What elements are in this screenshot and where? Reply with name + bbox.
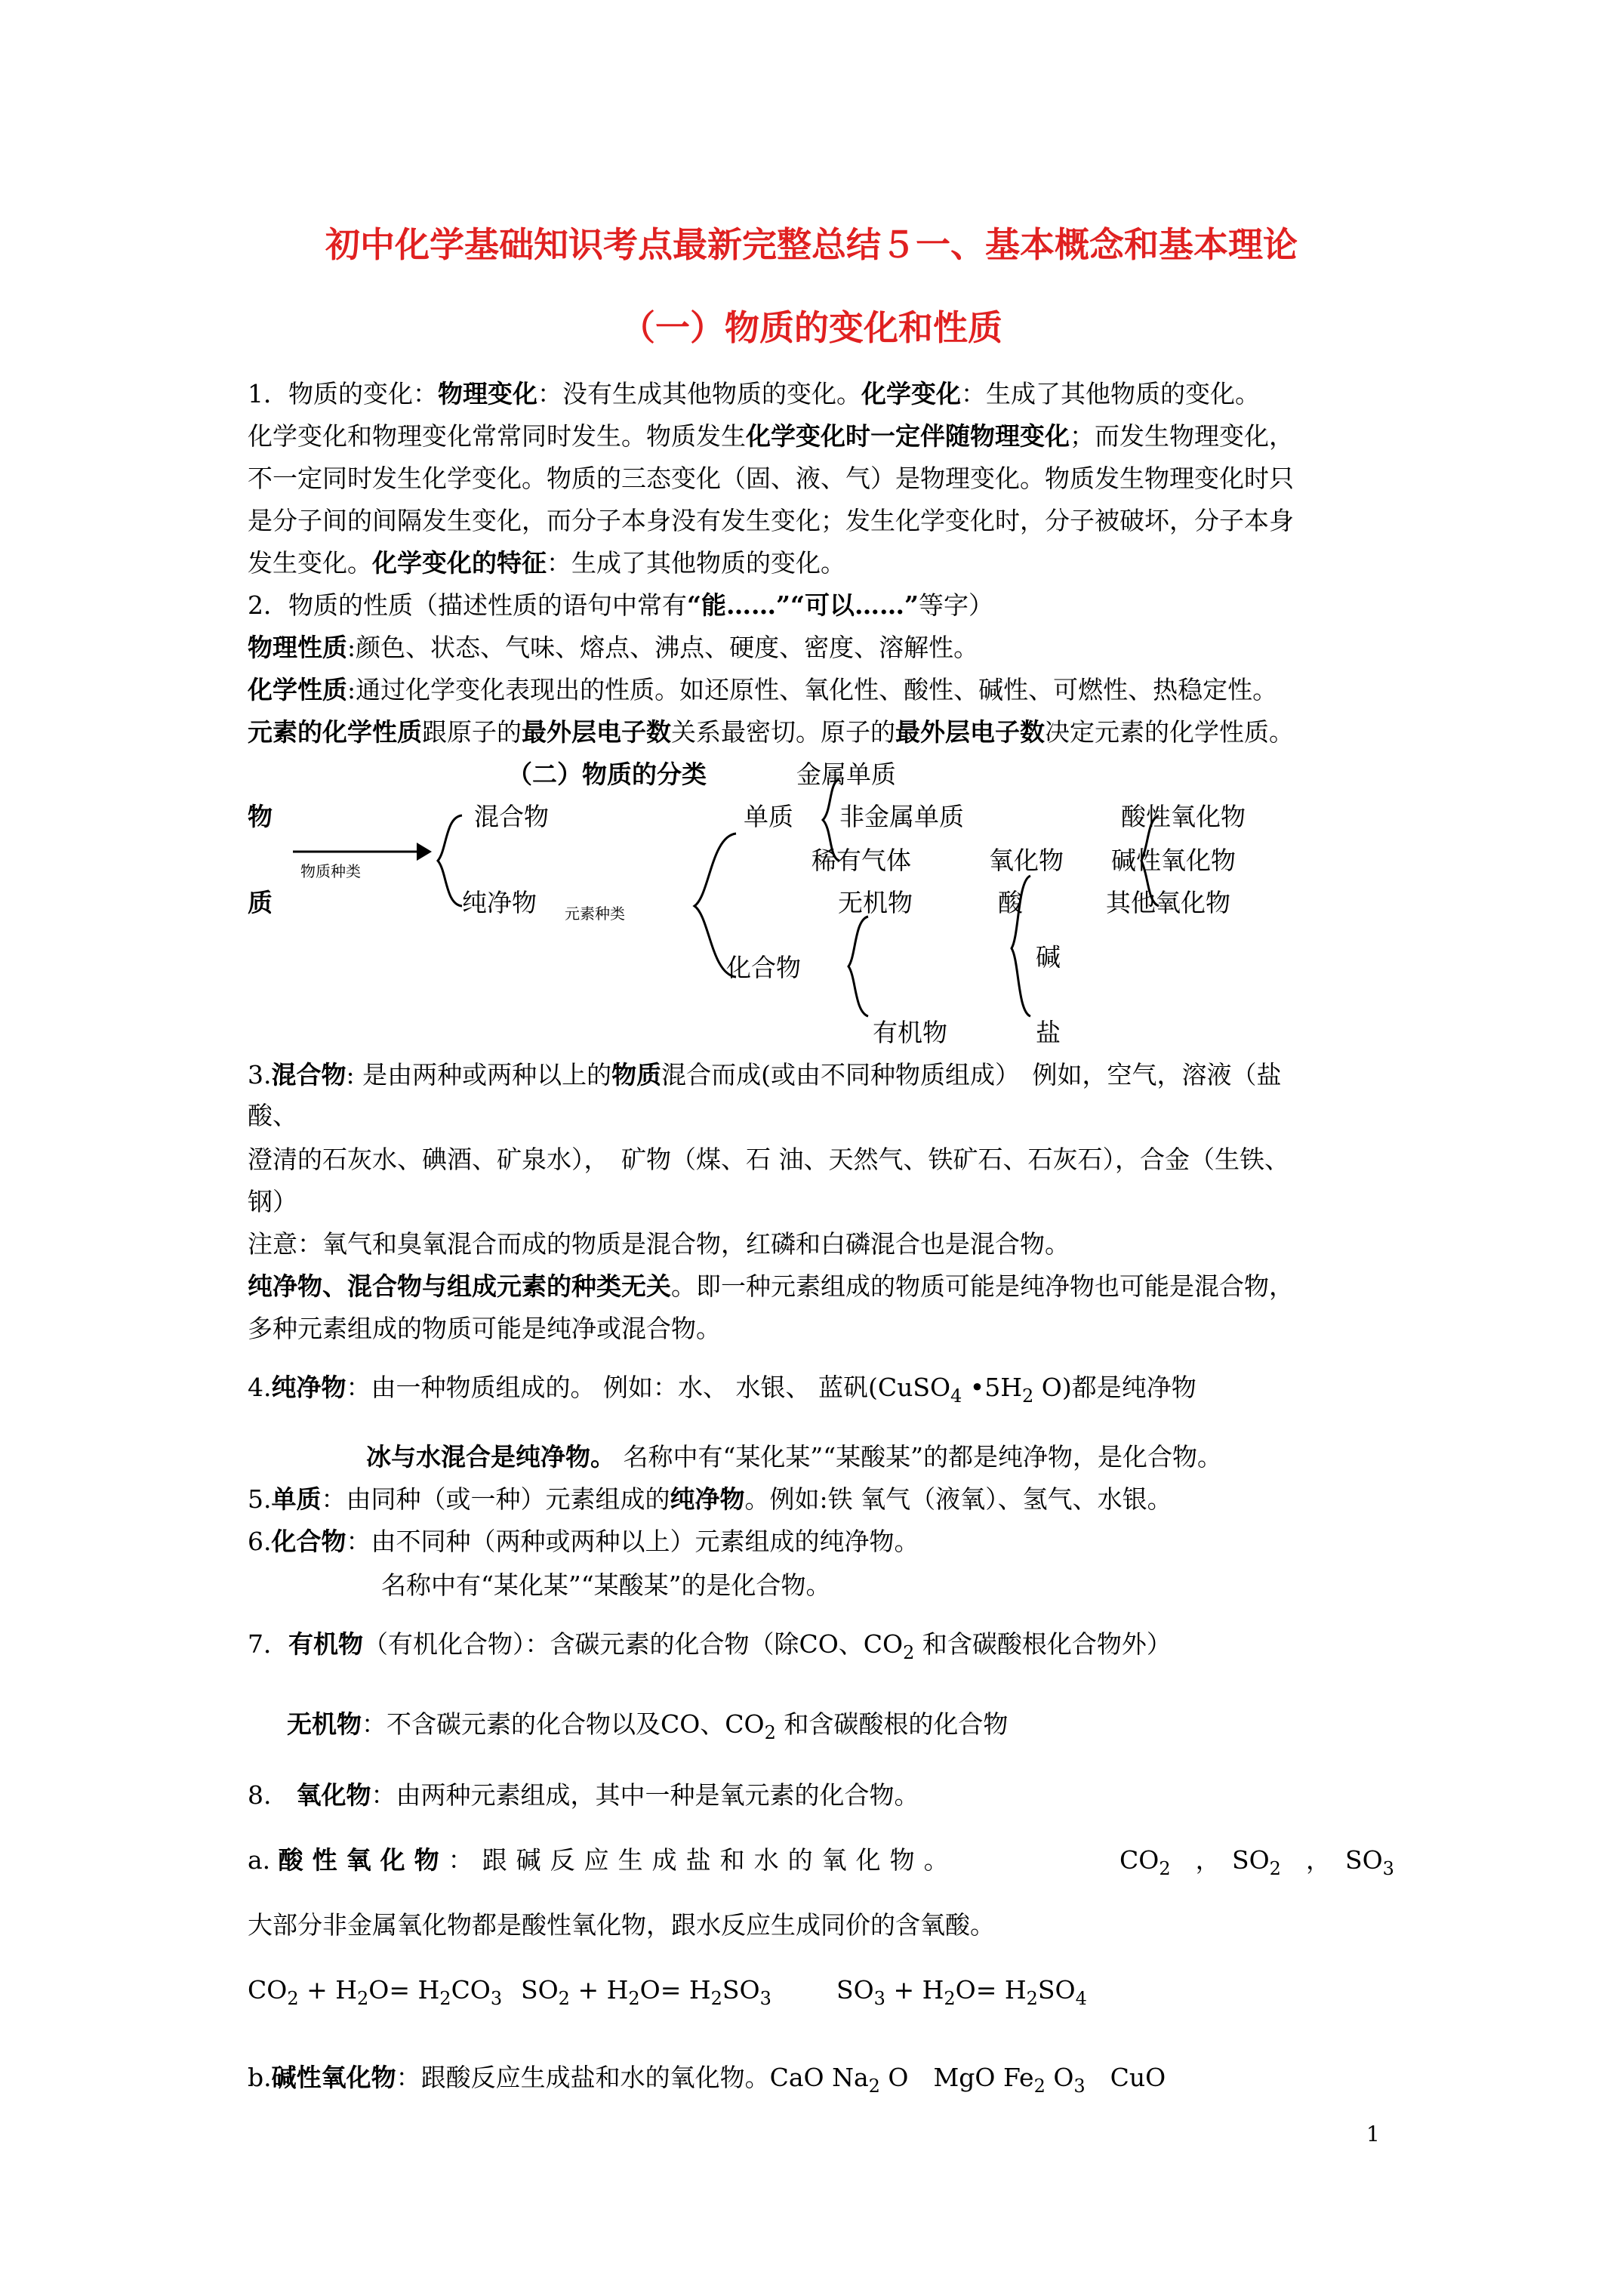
text: 8. [248, 1780, 297, 1810]
text: ：由同种（或一种）元素组成的 [321, 1484, 670, 1514]
term-basic-oxide: 碱性氧化物 [271, 2063, 396, 2092]
para4-line2 [366, 1442, 1222, 1472]
para7-line1 [248, 1629, 1172, 1663]
node-pure: 纯净物 [462, 888, 537, 917]
para3-line2: 酸、 [248, 1101, 297, 1130]
text: CO [451, 1975, 491, 2005]
document-title: 初中化学基础知识考点最新完整总结５一、基本概念和基本理论 [325, 224, 1298, 265]
emphasis: 物质 [611, 1060, 662, 1089]
para8-basic-oxide-line: b.碱性氧化物：跟酸反应生成盐和水的氧化物。CaO $Na_2$ O MgO $Fe_2$ $O_3$ CuO [248, 2063, 1166, 2097]
para1-line2 [248, 421, 1294, 451]
text: CuO [1085, 2063, 1166, 2092]
formula-so3: $SO_3$ [1345, 1845, 1394, 1879]
node-acidic-oxide: 酸性氧化物 [1121, 802, 1246, 831]
term-chemical-change: 化学变化 [861, 379, 961, 408]
node-organic: 有机物 [873, 1018, 947, 1047]
text: 等字） [918, 590, 993, 620]
para2-line2 [248, 633, 978, 663]
text: a. [248, 1845, 279, 1875]
para1-line3: 不一定同时发生化学变化。物质的三态变化（固、液、气）是物理变化。物质发生物理变化时只 [248, 464, 1294, 493]
text: CO [1119, 1845, 1160, 1875]
term-inorganic: 无机物 [287, 1709, 362, 1739]
term-oxide: 氧化物 [296, 1780, 371, 1810]
term-compound: 化合物 [271, 1527, 346, 1556]
text: （有机化合物）：含碳元素的化合物（除CO、CO [363, 1629, 904, 1659]
node-simple-substance: 单质 [744, 802, 793, 831]
text: 决定元素的化学性质。 [1045, 717, 1294, 747]
para1-line5 [248, 548, 845, 578]
text: 发生变化。 [248, 548, 372, 578]
para3-line7: 多种元素组成的物质可能是纯净或混合物。 [248, 1314, 721, 1343]
text: SO [1037, 1975, 1076, 2005]
text: 名称中有“某化某”“某酸某”的都是纯净物，是化合物。 [615, 1442, 1222, 1472]
text: ：没有生成其他物质的变化。 [537, 379, 861, 408]
text: + H [569, 1975, 629, 2005]
para5-line1 [248, 1484, 1172, 1515]
emphasis: “能……”“可以……” [687, 590, 919, 620]
text: + H [298, 1975, 358, 2005]
text: O= H [639, 1975, 711, 2005]
node-zhi: 质 [248, 888, 273, 917]
node-other-oxide: 其他氧化物 [1106, 888, 1230, 917]
emphasis: 纯净物 [670, 1484, 745, 1514]
para3-line4: 钢） [248, 1187, 297, 1216]
equation-so3-water: $SO_3 + H_2O= H_2SO_4$ [836, 1975, 1087, 2009]
text: :颜色、状态、气味、熔点、沸点、硬度、密度、溶解性。 [347, 633, 979, 662]
para8-acidic-oxide-line [248, 1845, 958, 1875]
arrow-head [417, 843, 432, 861]
text: 和含碳酸根化合物外） [914, 1629, 1172, 1659]
label-by-element-kind: 元素种类 [565, 905, 625, 923]
text: 5. [248, 1484, 272, 1514]
emphasis: 元素的化学性质 [248, 717, 422, 747]
text: 7． [248, 1629, 288, 1659]
para3-line1 [248, 1060, 1281, 1090]
formula-so2: $SO_2$ ， [1232, 1845, 1331, 1879]
text: ：生成了其他物质的变化。 [961, 379, 1260, 408]
node-noble-gas: 稀有气体 [812, 846, 911, 875]
para1-line4: 是分子间的间隔发生变化，而分子本身没有发生变化；发生化学变化时，分子被破坏，分子本身 [248, 506, 1294, 535]
text: b. [248, 2063, 272, 2092]
text: 关系最密切。原子的 [671, 717, 895, 747]
node-salt: 盐 [1036, 1018, 1061, 1047]
para2-line3 [248, 675, 1277, 705]
subscript: 4 [950, 1385, 962, 1407]
text: ：不含碳元素的化合物以及CO、CO [362, 1709, 765, 1739]
text: ：由两种元素组成，其中一种是氧元素的化合物。 [371, 1780, 919, 1810]
node-inorganic: 无机物 [838, 888, 913, 917]
formula-co2: $CO_2$ ， [1119, 1845, 1221, 1879]
text: 2．物质的性质（描述性质的语句中常有 [248, 590, 687, 620]
emphasis: 最外层电子数 [522, 717, 671, 747]
text: 跟原子的 [422, 717, 522, 747]
emphasis: 纯净物、混合物与组成元素的种类无关 [248, 1271, 671, 1301]
text: ：跟碱反应生成盐和水的氧化物。 [448, 1845, 958, 1875]
para8-line3: 大部分非金属氧化物都是酸性氧化物，跟水反应生成同价的含氧酸。 [248, 1910, 995, 1940]
text: O= H [955, 1975, 1027, 2005]
text: O= H [368, 1975, 440, 2005]
section-heading-1: （一）物质的变化和性质 [621, 307, 1002, 348]
node-oxide: 氧化物 [989, 846, 1064, 875]
text: 。例如:铁 氧气（液氧）、氢气、水银。 [744, 1484, 1172, 1514]
term-mixture: 混合物 [271, 1060, 346, 1089]
para3-line3: 澄清的石灰水、碘酒、矿泉水）， 矿物（煤、石 油、天然气、铁矿石、石灰石），合金（生铁、 [248, 1145, 1289, 1174]
para8-line1 [248, 1780, 919, 1811]
term-physical-change: 物理变化 [438, 379, 537, 408]
text: CO [248, 1975, 288, 2005]
subscript: 2 [764, 1722, 776, 1743]
term-organic: 有机物 [288, 1629, 363, 1659]
subscript: 2 [1022, 1385, 1034, 1407]
text: SO [1232, 1845, 1270, 1875]
text: SO [836, 1975, 874, 2005]
para3-line5: 注意：氧气和臭氧混合而成的物质是混合物，红磷和白磷混合也是混合物。 [248, 1229, 1070, 1259]
para6-line2: 名称中有“某化某”“某酸某”的是化合物。 [381, 1570, 831, 1600]
text: 混合而成(或由不同种物质组成） 例如，空气，溶液（盐 [661, 1060, 1282, 1089]
node-acid: 酸 [998, 888, 1023, 917]
brace-inorganic-organic [848, 917, 868, 1016]
equation-co2-water: $CO_2 + H_2O= H_2CO_3$ [248, 1975, 503, 2009]
text: 6. [248, 1527, 272, 1556]
term-acidic-oxide: 酸性氧化物 [278, 1845, 448, 1875]
term-pure-substance: 纯净物 [271, 1373, 346, 1402]
classification-heading: （二）物质的分类 [507, 760, 707, 789]
text: 化学变化和物理变化常常同时发生。物质发生 [248, 421, 746, 451]
text: ：由不同种（两种或两种以上）元素组成的纯净物。 [346, 1527, 919, 1556]
emphasis: 化学变化的特征 [372, 548, 547, 578]
para3-line6 [248, 1271, 1294, 1302]
page-number: 1 [1366, 2122, 1380, 2147]
emphasis: 冰与水混合是纯净物。 [366, 1442, 615, 1472]
text: SO [521, 1975, 559, 2005]
text: ：跟酸反应生成盐和水的氧化物。CaO Na [396, 2063, 869, 2092]
para6-line1 [248, 1527, 919, 1557]
text: ：生成了其他物质的变化。 [547, 548, 845, 578]
text: SO [1345, 1845, 1383, 1875]
para1-line1 [248, 379, 1260, 409]
text: 。即一种元素组成的物质可能是纯净物也可能是混合物， [671, 1271, 1294, 1301]
text: O)都是纯净物 [1033, 1373, 1196, 1402]
text: 3. [248, 1060, 272, 1089]
text: 和含碳酸根的化合物 [775, 1709, 1009, 1739]
emphasis: 最外层电子数 [895, 717, 1045, 747]
subscript: 2 [903, 1642, 915, 1663]
brace-mixture-pure [438, 815, 462, 906]
node-mixture: 混合物 [474, 802, 549, 831]
node-compound: 化合物 [726, 953, 801, 982]
term-simple-substance: 单质 [271, 1484, 322, 1514]
text: + H [885, 1975, 944, 2005]
text: 1．物质的变化： [248, 379, 438, 408]
text: :通过化学变化表现出的性质。如还原性、氧化性、酸性、碱性、可燃性、热稳定性。 [347, 675, 1278, 704]
para4-line1 [248, 1373, 1196, 1407]
text: : 是由两种或两种以上的 [346, 1060, 612, 1089]
label-by-substance-kind: 物质种类 [300, 862, 361, 880]
para7-line2 [287, 1709, 1009, 1743]
term-physical-property: 物理性质 [248, 633, 347, 662]
para2-line4 [248, 717, 1294, 747]
emphasis: 化学变化时一定伴随物理变化 [746, 421, 1070, 451]
para2-line1 [248, 590, 993, 621]
text: O [1045, 2063, 1074, 2092]
text: 4. [248, 1373, 272, 1402]
text: O MgO Fe [879, 2063, 1034, 2092]
text: ；而发生物理变化， [1070, 421, 1294, 451]
text: •5H [962, 1373, 1023, 1402]
node-metal-element: 金属单质 [796, 760, 896, 789]
text: ：由一种物质组成的。 例如：水、 水银、 蓝矾(CuSO [346, 1373, 951, 1402]
term-chemical-property: 化学性质 [248, 675, 347, 704]
node-base: 碱 [1036, 942, 1061, 972]
node-basic-oxide: 碱性氧化物 [1111, 846, 1236, 875]
node-nonmetal-element: 非金属单质 [839, 802, 964, 831]
equation-so2-water: $SO_2 + H_2O= H_2SO_3$ [521, 1975, 771, 2009]
node-wu: 物 [248, 802, 273, 831]
text: SO [722, 1975, 760, 2005]
